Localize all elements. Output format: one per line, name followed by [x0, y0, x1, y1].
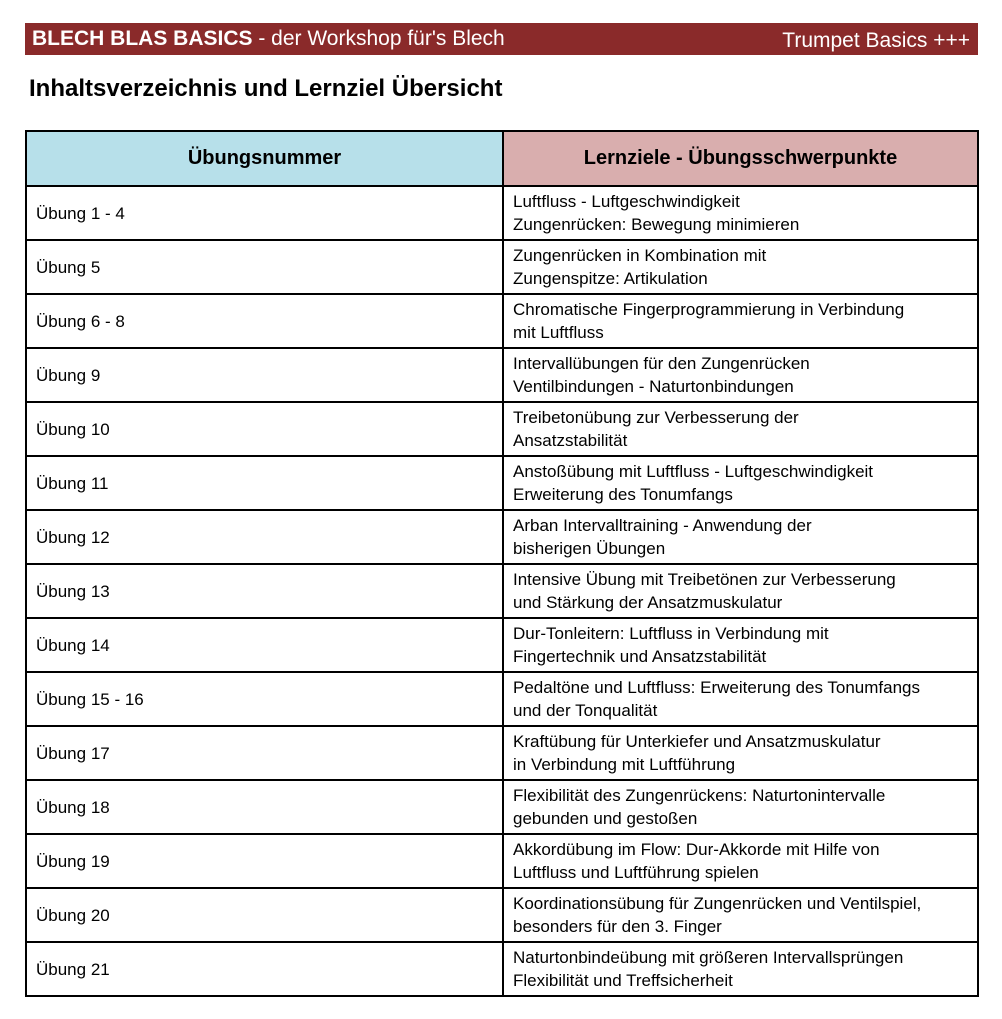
toc-table [25, 130, 979, 997]
table-row [26, 186, 978, 240]
exercise-number: Übung 6 - 8 [26, 294, 503, 348]
goal-line: und der Tonqualität [513, 701, 658, 720]
goal-line: Koordinationsübung für Zungenrücken und Ventilspiel, [513, 894, 922, 913]
learning-goal [503, 726, 978, 780]
page-title: Inhaltsverzeichnis und Lernziel Übersicht [29, 75, 503, 102]
table-row [26, 834, 978, 888]
banner-title [32, 27, 505, 51]
learning-goal [503, 834, 978, 888]
learning-goal [503, 564, 978, 618]
header-banner [25, 23, 978, 55]
exercise-number: Übung 12 [26, 510, 503, 564]
goal-line: Ventilbindungen - Naturtonbindungen [513, 377, 794, 396]
column-header-goals: Lernziele - Übungsschwerpunkte [503, 131, 978, 186]
exercise-number: Übung 10 [26, 402, 503, 456]
learning-goal [503, 294, 978, 348]
table-row [26, 294, 978, 348]
banner-subtitle: - der Workshop für's Blech [252, 27, 505, 50]
learning-goal [503, 618, 978, 672]
goal-line: Flexibilität des Zungenrückens: Naturtonintervalle [513, 786, 886, 805]
goal-line: Erweiterung des Tonumfangs [513, 485, 733, 504]
goal-line: Zungenrücken in Kombination mit [513, 246, 767, 265]
goal-line: Zungenrücken: Bewegung minimieren [513, 215, 800, 234]
exercise-number: Übung 18 [26, 780, 503, 834]
goal-line: Dur-Tonleitern: Luftfluss in Verbindung mit [513, 624, 829, 643]
exercise-number: Übung 17 [26, 726, 503, 780]
goal-line: Akkordübung im Flow: Dur-Akkorde mit Hilfe von [513, 840, 880, 859]
learning-goal [503, 942, 978, 996]
table-row [26, 672, 978, 726]
goal-line: Flexibilität und Treffsicherheit [513, 971, 733, 990]
table-row [26, 348, 978, 402]
goal-line: besonders für den 3. Finger [513, 917, 722, 936]
exercise-number: Übung 21 [26, 942, 503, 996]
goal-line: Chromatische Fingerprogrammierung in Verbindung [513, 300, 905, 319]
goal-line: Kraftübung für Unterkiefer und Ansatzmuskulatur [513, 732, 881, 751]
exercise-number: Übung 13 [26, 564, 503, 618]
goal-line: Zungenspitze: Artikulation [513, 269, 708, 288]
learning-goal [503, 186, 978, 240]
learning-goal [503, 888, 978, 942]
goal-line: Fingertechnik und Ansatzstabilität [513, 647, 767, 666]
goal-line: gebunden und gestoßen [513, 809, 698, 828]
table-row [26, 456, 978, 510]
goal-line: mit Luftfluss [513, 323, 604, 342]
exercise-number: Übung 11 [26, 456, 503, 510]
banner-course-name: Trumpet Basics +++ [782, 29, 970, 52]
goal-line: Treibetonübung zur Verbesserung der [513, 408, 799, 427]
goal-line: Naturtonbindeübung mit größeren Intervallsprüngen [513, 948, 904, 967]
goal-line: Luftfluss und Luftführung spielen [513, 863, 759, 882]
table-row [26, 888, 978, 942]
goal-line: Intensive Übung mit Treibetönen zur Verbesserung [513, 570, 896, 589]
table-row [26, 564, 978, 618]
learning-goal [503, 402, 978, 456]
column-header-number: Übungsnummer [26, 131, 503, 186]
table-row [26, 942, 978, 996]
learning-goal [503, 456, 978, 510]
learning-goal [503, 510, 978, 564]
goal-line: und Stärkung der Ansatzmuskulatur [513, 593, 783, 612]
table-row [26, 510, 978, 564]
table-row [26, 240, 978, 294]
goal-line: Anstoßübung mit Luftfluss - Luftgeschwindigkeit [513, 462, 874, 481]
goal-line: Arban Intervalltraining - Anwendung der [513, 516, 812, 535]
exercise-number: Übung 1 - 4 [26, 186, 503, 240]
goal-line: Intervallübungen für den Zungenrücken [513, 354, 810, 373]
goal-line: Ansatzstabilität [513, 431, 628, 450]
table-row [26, 726, 978, 780]
table-row [26, 402, 978, 456]
exercise-number: Übung 20 [26, 888, 503, 942]
table-header-row [26, 131, 978, 186]
exercise-number: Übung 15 - 16 [26, 672, 503, 726]
exercise-number: Übung 9 [26, 348, 503, 402]
learning-goal [503, 240, 978, 294]
learning-goal [503, 672, 978, 726]
learning-goal [503, 348, 978, 402]
exercise-number: Übung 19 [26, 834, 503, 888]
brand-name: BLECH BLAS BASICS [32, 27, 253, 50]
exercise-number: Übung 14 [26, 618, 503, 672]
learning-goal [503, 780, 978, 834]
table-row [26, 780, 978, 834]
goal-line: bisherigen Übungen [513, 539, 666, 558]
goal-line: Luftfluss - Luftgeschwindigkeit [513, 192, 740, 211]
table-row [26, 618, 978, 672]
goal-line: Pedaltöne und Luftfluss: Erweiterung des Tonumfangs [513, 678, 921, 697]
goal-line: in Verbindung mit Luftführung [513, 755, 736, 774]
exercise-number: Übung 5 [26, 240, 503, 294]
